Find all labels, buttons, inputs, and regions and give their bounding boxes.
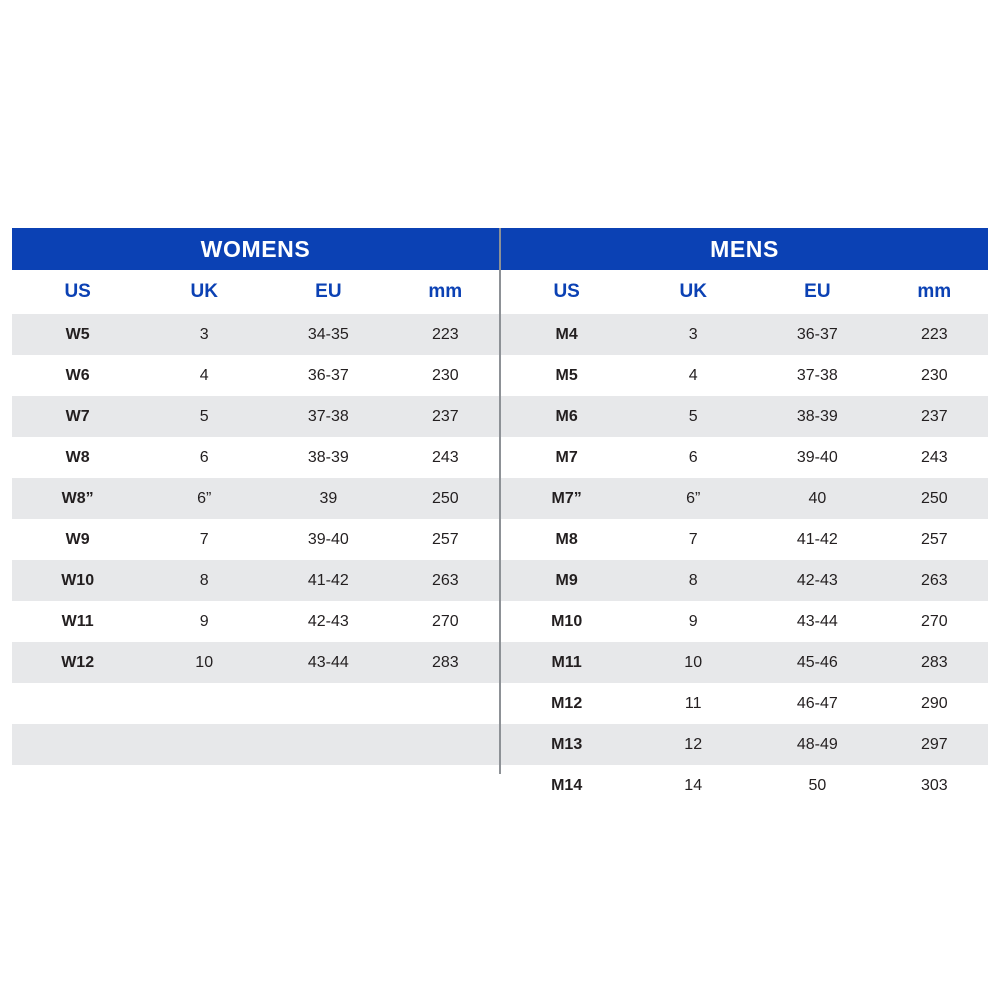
mens-cell-eu: 43-44 <box>754 601 881 642</box>
mens-cell-uk: 6” <box>632 478 754 519</box>
mens-cell-mm: 237 <box>881 396 988 437</box>
mens-cell-uk: 10 <box>632 642 754 683</box>
womens-cell-uk: 6” <box>143 478 265 519</box>
womens-size-table <box>12 270 499 806</box>
mens-cell-uk: 4 <box>632 355 754 396</box>
table-row <box>501 437 988 478</box>
mens-cell-uk: 7 <box>632 519 754 560</box>
womens-cell-uk: 5 <box>143 396 265 437</box>
mens-cell-mm: 283 <box>881 642 988 683</box>
womens-cell-mm: 270 <box>392 601 499 642</box>
table-row <box>501 765 988 806</box>
table-row <box>501 478 988 519</box>
womens-cell-uk: 7 <box>143 519 265 560</box>
womens-cell-eu: 38-39 <box>265 437 392 478</box>
mens-cell-eu: 48-49 <box>754 724 881 765</box>
mens-cell-eu: 36-37 <box>754 314 881 355</box>
mens-cell-us: M11 <box>501 642 632 683</box>
womens-cell-uk: 9 <box>143 601 265 642</box>
table-row <box>12 478 499 519</box>
mens-cell-us: M5 <box>501 355 632 396</box>
womens-cell-eu <box>265 683 392 724</box>
womens-table-section <box>12 228 499 806</box>
womens-cell-mm <box>392 724 499 765</box>
table-row <box>12 683 499 724</box>
table-row <box>501 560 988 601</box>
mens-cell-uk: 6 <box>632 437 754 478</box>
mens-cell-us: M4 <box>501 314 632 355</box>
womens-cell-us: W8” <box>12 478 143 519</box>
mens-cell-us: M14 <box>501 765 632 806</box>
womens-cell-us: W8 <box>12 437 143 478</box>
mens-cell-eu: 40 <box>754 478 881 519</box>
womens-header-row <box>12 270 499 314</box>
table-row <box>12 437 499 478</box>
mens-cell-us: M13 <box>501 724 632 765</box>
mens-cell-uk: 12 <box>632 724 754 765</box>
womens-cell-us <box>12 765 143 806</box>
mens-cell-uk: 5 <box>632 396 754 437</box>
mens-header-us: US <box>501 270 632 314</box>
table-row <box>501 601 988 642</box>
womens-cell-uk <box>143 724 265 765</box>
table-row <box>12 642 499 683</box>
mens-cell-eu: 42-43 <box>754 560 881 601</box>
mens-cell-us: M7” <box>501 478 632 519</box>
table-row <box>12 765 499 806</box>
womens-cell-uk: 4 <box>143 355 265 396</box>
womens-cell-us: W7 <box>12 396 143 437</box>
womens-cell-eu: 34-35 <box>265 314 392 355</box>
womens-header-mm: mm <box>392 270 499 314</box>
mens-cell-uk: 14 <box>632 765 754 806</box>
mens-cell-uk: 8 <box>632 560 754 601</box>
womens-cell-eu: 41-42 <box>265 560 392 601</box>
mens-cell-mm: 250 <box>881 478 988 519</box>
womens-header-us: US <box>12 270 143 314</box>
table-row <box>12 519 499 560</box>
mens-cell-mm: 223 <box>881 314 988 355</box>
mens-cell-mm: 297 <box>881 724 988 765</box>
womens-cell-eu: 43-44 <box>265 642 392 683</box>
womens-cell-uk <box>143 765 265 806</box>
womens-cell-eu: 39 <box>265 478 392 519</box>
mens-cell-eu: 45-46 <box>754 642 881 683</box>
womens-cell-us: W12 <box>12 642 143 683</box>
womens-cell-eu: 36-37 <box>265 355 392 396</box>
table-row <box>501 519 988 560</box>
mens-cell-mm: 303 <box>881 765 988 806</box>
table-row <box>12 314 499 355</box>
womens-cell-mm: 237 <box>392 396 499 437</box>
table-row <box>12 601 499 642</box>
mens-cell-uk: 9 <box>632 601 754 642</box>
mens-banner: MENS <box>501 228 988 270</box>
mens-cell-us: M6 <box>501 396 632 437</box>
mens-cell-us: M8 <box>501 519 632 560</box>
table-row <box>501 724 988 765</box>
womens-cell-uk <box>143 683 265 724</box>
mens-cell-mm: 270 <box>881 601 988 642</box>
mens-header-eu: EU <box>754 270 881 314</box>
mens-cell-uk: 3 <box>632 314 754 355</box>
womens-cell-us <box>12 724 143 765</box>
womens-cell-mm <box>392 683 499 724</box>
table-row <box>501 355 988 396</box>
mens-cell-eu: 37-38 <box>754 355 881 396</box>
womens-cell-uk: 3 <box>143 314 265 355</box>
mens-header-row <box>501 270 988 314</box>
mens-cell-eu: 41-42 <box>754 519 881 560</box>
mens-cell-mm: 243 <box>881 437 988 478</box>
mens-cell-us: M7 <box>501 437 632 478</box>
womens-cell-mm: 250 <box>392 478 499 519</box>
mens-cell-eu: 39-40 <box>754 437 881 478</box>
mens-cell-mm: 230 <box>881 355 988 396</box>
size-chart <box>12 228 988 806</box>
womens-cell-eu: 39-40 <box>265 519 392 560</box>
mens-cell-us: M9 <box>501 560 632 601</box>
mens-size-table <box>501 270 988 806</box>
table-row <box>12 560 499 601</box>
table-row <box>501 642 988 683</box>
womens-cell-mm <box>392 765 499 806</box>
mens-cell-eu: 50 <box>754 765 881 806</box>
womens-cell-uk: 10 <box>143 642 265 683</box>
womens-header-uk: UK <box>143 270 265 314</box>
table-row <box>501 683 988 724</box>
mens-header-uk: UK <box>632 270 754 314</box>
womens-cell-mm: 230 <box>392 355 499 396</box>
womens-cell-us: W5 <box>12 314 143 355</box>
mens-table-section <box>501 228 988 806</box>
womens-cell-uk: 8 <box>143 560 265 601</box>
womens-cell-eu: 42-43 <box>265 601 392 642</box>
table-row <box>12 355 499 396</box>
mens-cell-eu: 38-39 <box>754 396 881 437</box>
mens-cell-us: M10 <box>501 601 632 642</box>
womens-cell-us: W11 <box>12 601 143 642</box>
size-chart-tables <box>12 228 988 806</box>
mens-cell-eu: 46-47 <box>754 683 881 724</box>
womens-cell-uk: 6 <box>143 437 265 478</box>
womens-header-eu: EU <box>265 270 392 314</box>
womens-cell-mm: 243 <box>392 437 499 478</box>
table-row <box>12 396 499 437</box>
mens-cell-mm: 257 <box>881 519 988 560</box>
womens-cell-us: W9 <box>12 519 143 560</box>
womens-cell-eu: 37-38 <box>265 396 392 437</box>
womens-banner: WOMENS <box>12 228 499 270</box>
table-row <box>12 724 499 765</box>
womens-cell-us: W10 <box>12 560 143 601</box>
table-row <box>501 314 988 355</box>
mens-cell-uk: 11 <box>632 683 754 724</box>
womens-cell-mm: 257 <box>392 519 499 560</box>
mens-cell-mm: 290 <box>881 683 988 724</box>
womens-cell-mm: 223 <box>392 314 499 355</box>
womens-cell-us: W6 <box>12 355 143 396</box>
table-row <box>501 396 988 437</box>
mens-cell-mm: 263 <box>881 560 988 601</box>
mens-cell-us: M12 <box>501 683 632 724</box>
womens-cell-eu <box>265 765 392 806</box>
womens-cell-eu <box>265 724 392 765</box>
mens-header-mm: mm <box>881 270 988 314</box>
womens-cell-mm: 263 <box>392 560 499 601</box>
womens-cell-us <box>12 683 143 724</box>
womens-cell-mm: 283 <box>392 642 499 683</box>
